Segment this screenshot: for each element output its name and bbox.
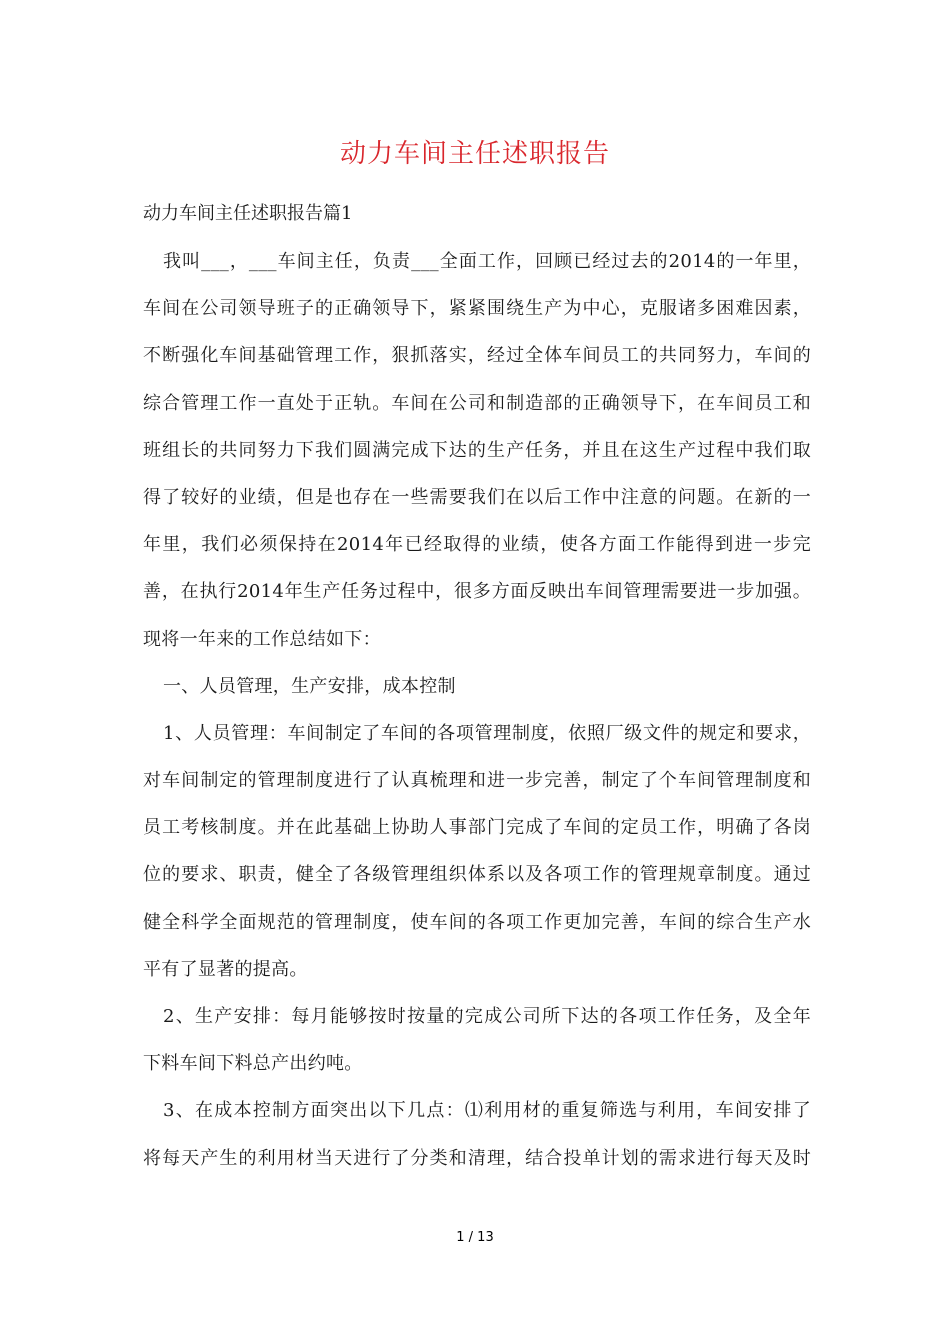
text-line: 平有了显著的提高。 xyxy=(143,958,308,980)
text-line: 位的要求、职责，健全了各级管理组织体系以及各项工作的管理规章制度。通过 xyxy=(143,864,811,886)
text-line: 综合管理工作一直处于正轨。车间在公司和制造部的正确领导下，在车间员工和 xyxy=(143,392,811,414)
text-line: 班组长的共同努力下我们圆满完成下达的生产任务，并且在这生产过程中我们取 xyxy=(143,439,811,461)
text-line: 善，在执行2014年生产任务过程中，很多方面反映出车间管理需要进一步加强。 xyxy=(143,581,811,603)
section-heading: 一、人员管理，生产安排，成本控制 xyxy=(163,675,456,697)
text-line: 3、在成本控制方面突出以下几点：⑴利用材的重复筛选与利用，车间安排了 xyxy=(163,1100,811,1122)
text-line: 现将一年来的工作总结如下： xyxy=(143,628,381,650)
text-line: 1、人员管理：车间制定了车间的各项管理制度，依照厂级文件的规定和要求， xyxy=(163,722,811,744)
text-line: 不断强化车间基础管理工作，狠抓落实，经过全体车间员工的共同努力，车间的 xyxy=(143,345,811,367)
text-line: 我叫___，___车间主任，负责___全面工作，回顾已经过去的2014的一年里， xyxy=(163,251,811,272)
text-line: 年里，我们必须保持在2014年已经取得的业绩，使各方面工作能得到进一步完 xyxy=(143,534,811,556)
section-subtitle: 动力车间主任述职报告篇1 xyxy=(143,203,353,224)
text-line: 健全科学全面规范的管理制度，使车间的各项工作更加完善，车间的综合生产水 xyxy=(143,911,811,933)
document-title: 动力车间主任述职报告 xyxy=(339,139,610,169)
text-line: 对车间制定的管理制度进行了认真梳理和进一步完善，制定了个车间管理制度和 xyxy=(143,770,811,792)
page-number: 1 / 13 xyxy=(456,1230,494,1245)
text-line: 车间在公司领导班子的正确领导下，紧紧围绕生产为中心，克服诸多困难因素， xyxy=(143,298,811,320)
text-line: 将每天产生的利用材当天进行了分类和清理，结合投单计划的需求进行每天及时 xyxy=(143,1147,811,1169)
text-line: 员工考核制度。并在此基础上协助人事部门完成了车间的定员工作，明确了各岗 xyxy=(143,817,811,839)
text-line: 得了较好的业绩，但是也存在一些需要我们在以后工作中注意的问题。在新的一 xyxy=(143,486,811,508)
body-text xyxy=(143,244,811,1188)
text-line: 2、生产安排：每月能够按时按量的完成公司所下达的各项工作任务，及全年 xyxy=(163,1006,811,1027)
text-line: 下料车间下料总产出约吨。 xyxy=(143,1053,363,1075)
